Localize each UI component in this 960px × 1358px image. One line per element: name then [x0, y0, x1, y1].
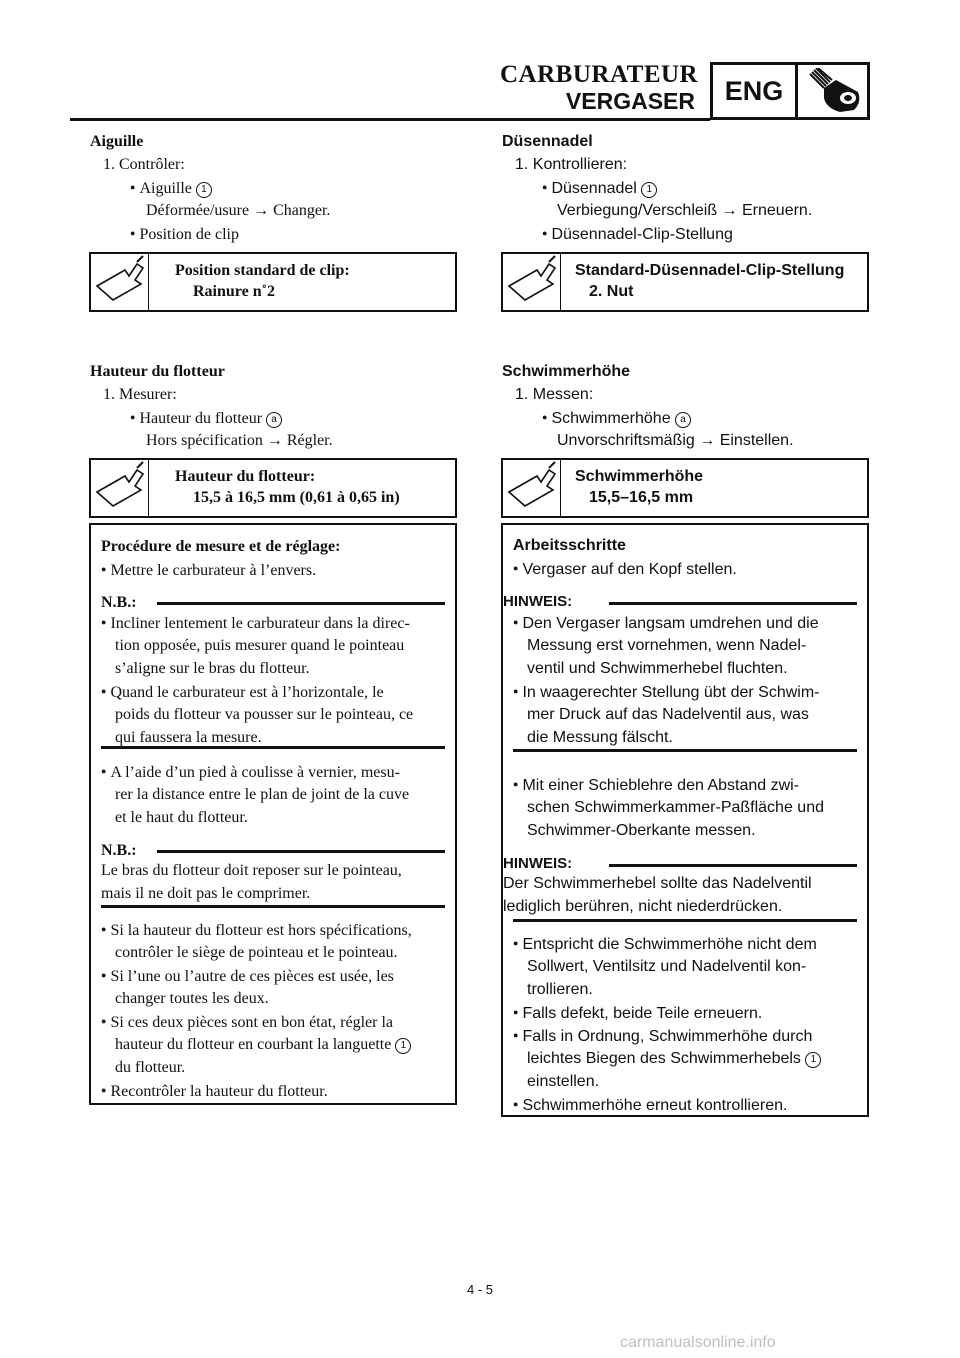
de-float-spec-box: [501, 458, 869, 518]
de-needle-step: 1. Kontrollieren:: [515, 156, 628, 173]
fr-b2-line: rer la distance entre le plan de joint de la cuve: [115, 786, 410, 803]
de-nb2-line: lediglich berühren, nicht niederdrücken.: [503, 898, 783, 915]
ref-marker: a: [266, 412, 282, 428]
fr-nb1-line: qui faussera la mesure.: [115, 729, 262, 746]
de-nb2-label: HINWEIS:: [503, 855, 573, 872]
fr-nb1-line: poids du flotteur va pousser sur le pointeau, ce: [115, 706, 414, 723]
de-nb1-item: ● Den Vergaser langsam umdrehen und die: [513, 611, 819, 635]
fr-procedure-b3: ● Si l’une ou l’autre de ces pièces est usée, les: [101, 964, 394, 988]
fr-needle-item1: ● Aiguille 1: [130, 176, 212, 200]
de-b3-line: trollieren.: [527, 981, 593, 998]
de-float-step: 1. Messen:: [515, 386, 594, 403]
fr-nb2-line: Le bras du flotteur doit reposer sur le pointeau,: [101, 862, 402, 879]
fr-needle-spec-box: [89, 252, 457, 312]
de-nb1-item: ● In waagerechter Stellung übt der Schwim-: [513, 680, 819, 704]
fr-b2-line: et le haut du flotteur.: [115, 809, 248, 826]
de-b2-line: Schwimmer-Oberkante messen.: [527, 822, 756, 839]
eng-badge-label: ENG: [713, 65, 798, 117]
fr-b3-line: contrôler le siège de pointeau et le pointeau.: [115, 944, 398, 961]
de-procedure-b1: ● Vergaser auf den Kopf stellen.: [513, 557, 737, 581]
wrench-spec-icon: [503, 460, 561, 516]
fr-float-item1: ● Hauteur du flotteur a: [130, 406, 282, 430]
fr-b3-line: hauteur du flotteur en courbant la languette 1: [115, 1033, 411, 1056]
fr-procedure-b3: ● Si ces deux pièces sont en bon état, régler la: [101, 1010, 393, 1034]
de-float-heading: Schwimmerhöhe: [502, 363, 631, 380]
fr-nb2-label: N.B.:: [101, 842, 137, 859]
header-rule: [70, 118, 710, 121]
fr-float-spec-text: Hauteur du flotteur: 15,5 à 16,5 mm (0,61 à 0,65 in): [175, 468, 400, 506]
fr-needle-step: 1. Contrôler:: [103, 156, 185, 173]
ref-marker: 1: [196, 182, 212, 198]
ref-marker: a: [675, 412, 691, 428]
fr-procedure-b1: ● Mettre le carburateur à l’envers.: [101, 558, 316, 582]
de-needle-item1-detail: Verbiegung/Verschleiß → Erneuern.: [557, 202, 813, 219]
fr-nb1-item: ● Quand le carburateur est à l’horizontale, le: [101, 680, 384, 704]
de-nb2-line: Der Schwimmerhebel sollte das Nadelventil: [503, 875, 812, 892]
ref-marker: 1: [395, 1038, 411, 1054]
de-needle-item1: ● Düsennadel 1: [542, 176, 657, 200]
de-nb1-line: ventil und Schwimmerhebel fluchten.: [527, 660, 788, 677]
de-nb1-label: HINWEIS:: [503, 593, 573, 610]
watermark: carmanualsonline.info: [620, 1334, 776, 1351]
de-needle-heading: Düsennadel: [502, 133, 593, 150]
fr-nb1-label: N.B.:: [101, 594, 137, 611]
fr-procedure-b2: ● A l’aide d’un pied à coulisse à vernier, mesu-: [101, 760, 400, 784]
fr-float-step: 1. Mesurer:: [103, 386, 177, 403]
de-procedure-b3: ● Entspricht die Schwimmerhöhe nicht dem: [513, 932, 817, 956]
fr-float-heading: Hauteur du flotteur: [90, 363, 225, 380]
de-procedure-b2: ● Mit einer Schieblehre den Abstand zwi-: [513, 773, 799, 797]
de-float-item1: ● Schwimmerhöhe a: [542, 406, 691, 430]
page-number: 4 - 5: [466, 1282, 493, 1297]
de-b3-line: einstellen.: [527, 1073, 600, 1090]
de-procedure-b3: ● Schwimmerhöhe erneut kontrollieren.: [513, 1093, 787, 1117]
ref-marker: 1: [805, 1052, 821, 1068]
fr-procedure-b3: ● Recontrôler la hauteur du flotteur.: [101, 1079, 328, 1103]
fr-nb1-line: tion opposée, puis mesurer quand le pointeau: [115, 637, 405, 654]
fr-procedure-title: Procédure de mesure et de réglage:: [101, 538, 341, 555]
eng-badge: [710, 62, 870, 120]
de-needle-spec-box: [501, 252, 869, 312]
fr-nb2-line: mais il ne doit pas le comprimer.: [101, 885, 311, 902]
fr-needle-heading: Aiguille: [90, 133, 144, 150]
de-procedure-b3: ● Falls in Ordnung, Schwimmerhöhe durch: [513, 1024, 812, 1048]
fr-nb1-item: ● Incliner lentement le carburateur dans la direc-: [101, 611, 410, 635]
de-needle-spec-text: Standard-Düsennadel-Clip-Stellung 2. Nut: [575, 262, 845, 300]
de-b3-line: leichtes Biegen des Schwimmerhebels 1: [527, 1047, 821, 1070]
fr-procedure-box: [89, 523, 457, 1105]
wrench-spec-icon: [503, 254, 561, 310]
de-procedure-box: [501, 523, 869, 1117]
fr-float-spec-box: [89, 458, 457, 518]
fr-b3-line: du flotteur.: [115, 1059, 186, 1076]
section-title-fr: CARBURATEUR: [500, 61, 699, 88]
carburetor-icon: [798, 65, 867, 117]
fr-needle-spec-text: Position standard de clip: Rainure n˚2: [175, 262, 350, 300]
fr-needle-item2: ● Position de clip: [130, 222, 239, 246]
de-b3-line: Sollwert, Ventilsitz und Nadelventil kon-: [527, 958, 807, 975]
fr-procedure-b3: ● Si la hauteur du flotteur est hors spécifications,: [101, 918, 412, 942]
de-procedure-title: Arbeitsschritte: [513, 537, 626, 554]
section-title-de: VERGASER: [565, 88, 695, 114]
de-nb1-line: die Messung fälscht.: [527, 729, 673, 746]
ref-marker: 1: [641, 182, 657, 198]
fr-needle-item1-detail: Déformée/usure → Changer.: [146, 202, 331, 219]
de-float-item1-detail: Unvorschriftsmäßig → Einstellen.: [557, 432, 794, 449]
de-procedure-b3: ● Falls defekt, beide Teile erneuern.: [513, 1001, 762, 1025]
wrench-spec-icon: [91, 254, 149, 310]
de-needle-item2: ● Düsennadel-Clip-Stellung: [542, 222, 733, 246]
de-float-spec-text: Schwimmerhöhe 15,5–16,5 mm: [575, 468, 704, 506]
fr-b3-line: changer toutes les deux.: [115, 990, 269, 1007]
fr-nb1-line: s’aligne sur le bras du flotteur.: [115, 660, 310, 677]
de-b2-line: schen Schwimmerkammer-Paßfläche und: [527, 799, 824, 816]
de-nb1-line: Messung erst vornehmen, wenn Nadel-: [527, 637, 807, 654]
fr-float-item1-detail: Hors spécification → Régler.: [146, 432, 333, 449]
de-nb1-line: mer Druck auf das Nadelventil aus, was: [527, 706, 809, 723]
wrench-spec-icon: [91, 460, 149, 516]
